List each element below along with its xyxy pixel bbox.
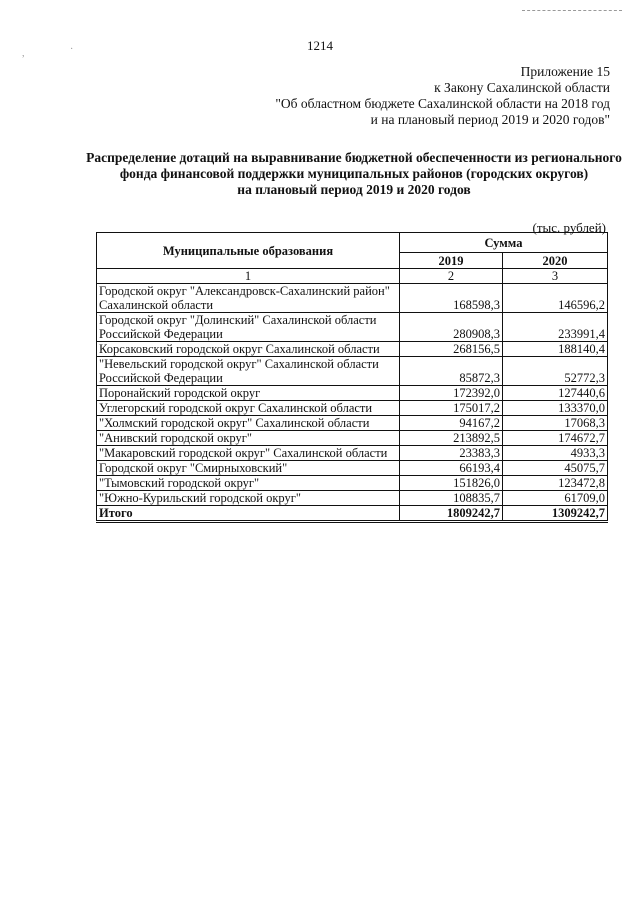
value-2020: 45075,7 <box>502 461 607 476</box>
table-row <box>97 476 608 491</box>
header-sum: Сумма <box>399 233 607 253</box>
table-row <box>97 416 608 431</box>
value-2020: 188140,4 <box>502 342 607 357</box>
value-2020: 127440,6 <box>502 386 607 401</box>
table-row <box>97 401 608 416</box>
municipality-name: "Холмский городской округ" Сахалинской области <box>97 416 400 431</box>
header-municipalities: Муниципальные образования <box>97 233 400 269</box>
table-row <box>97 446 608 461</box>
appendix-line: "Об областном бюджете Сахалинской области на 2018 год <box>275 96 610 111</box>
municipality-name: "Анивский городской округ" <box>97 431 400 446</box>
municipality-name: Углегорский городской округ Сахалинской области <box>97 401 400 416</box>
municipality-name: Городской округ "Александровск-Сахалинский район" Сахалинской области <box>97 284 400 313</box>
header-year-2020: 2020 <box>502 253 607 269</box>
value-2020: 4933,3 <box>502 446 607 461</box>
value-2019: 172392,0 <box>399 386 502 401</box>
column-number: 1 <box>97 269 400 284</box>
table-row <box>97 284 608 313</box>
total-2019: 1809242,7 <box>399 506 502 522</box>
value-2019: 268156,5 <box>399 342 502 357</box>
value-2020: 233991,4 <box>502 313 607 342</box>
value-2019: 85872,3 <box>399 357 502 386</box>
value-2020: 133370,0 <box>502 401 607 416</box>
value-2019: 66193,4 <box>399 461 502 476</box>
municipality-name: "Тымовский городской округ" <box>97 476 400 491</box>
value-2019: 94167,2 <box>399 416 502 431</box>
municipality-name: "Невельский городской округ" Сахалинской области Российской Федерации <box>97 357 400 386</box>
table-row <box>97 313 608 342</box>
value-2019: 175017,2 <box>399 401 502 416</box>
distribution-table <box>96 232 608 523</box>
municipality-name: Городской округ "Смирныховский" <box>97 461 400 476</box>
value-2019: 168598,3 <box>399 284 502 313</box>
table-row <box>97 491 608 506</box>
value-2020: 61709,0 <box>502 491 607 506</box>
table-row <box>97 357 608 386</box>
table-row <box>97 431 608 446</box>
table-row <box>97 461 608 476</box>
value-2020: 174672,7 <box>502 431 607 446</box>
value-2019: 23383,3 <box>399 446 502 461</box>
value-2020: 123472,8 <box>502 476 607 491</box>
municipality-name: "Южно-Курильский городской округ" <box>97 491 400 506</box>
value-2019: 280908,3 <box>399 313 502 342</box>
column-number: 3 <box>502 269 607 284</box>
municipality-name: Поронайский городской округ <box>97 386 400 401</box>
municipality-name: Корсаковский городской округ Сахалинской области <box>97 342 400 357</box>
document-title <box>80 150 628 198</box>
total-row <box>97 506 608 522</box>
appendix-line: Приложение 15 <box>520 64 610 79</box>
value-2019: 108835,7 <box>399 491 502 506</box>
table-row <box>97 342 608 357</box>
table-body <box>97 284 608 506</box>
title-line: Распределение дотаций на выравнивание бюджетной обеспеченности из регионального <box>86 150 622 165</box>
page-number: 1214 <box>307 38 333 53</box>
header-year-2019: 2019 <box>399 253 502 269</box>
appendix-line: к Закону Сахалинской области <box>434 80 610 95</box>
scan-speck: , <box>22 48 25 59</box>
appendix-block <box>275 64 610 128</box>
municipality-name: "Макаровский городской округ" Сахалинской области <box>97 446 400 461</box>
value-2019: 213892,5 <box>399 431 502 446</box>
value-2020: 146596,2 <box>502 284 607 313</box>
total-label: Итого <box>97 506 400 522</box>
scan-top-rule <box>522 10 622 11</box>
value-2020: 17068,3 <box>502 416 607 431</box>
scan-speck: · <box>70 44 74 55</box>
value-2020: 52772,3 <box>502 357 607 386</box>
municipality-name: Городской округ "Долинский" Сахалинской области Российской Федерации <box>97 313 400 342</box>
appendix-line: и на плановый период 2019 и 2020 годов" <box>370 112 610 127</box>
title-line: фонда финансовой поддержки муниципальных районов (городских округов) <box>119 166 589 181</box>
total-2020: 1309242,7 <box>502 506 607 522</box>
table-row <box>97 386 608 401</box>
units-label: (тыс. рублей) <box>532 220 606 235</box>
title-line: на плановый период 2019 и 2020 годов <box>237 182 471 197</box>
column-number: 2 <box>399 269 502 284</box>
value-2019: 151826,0 <box>399 476 502 491</box>
